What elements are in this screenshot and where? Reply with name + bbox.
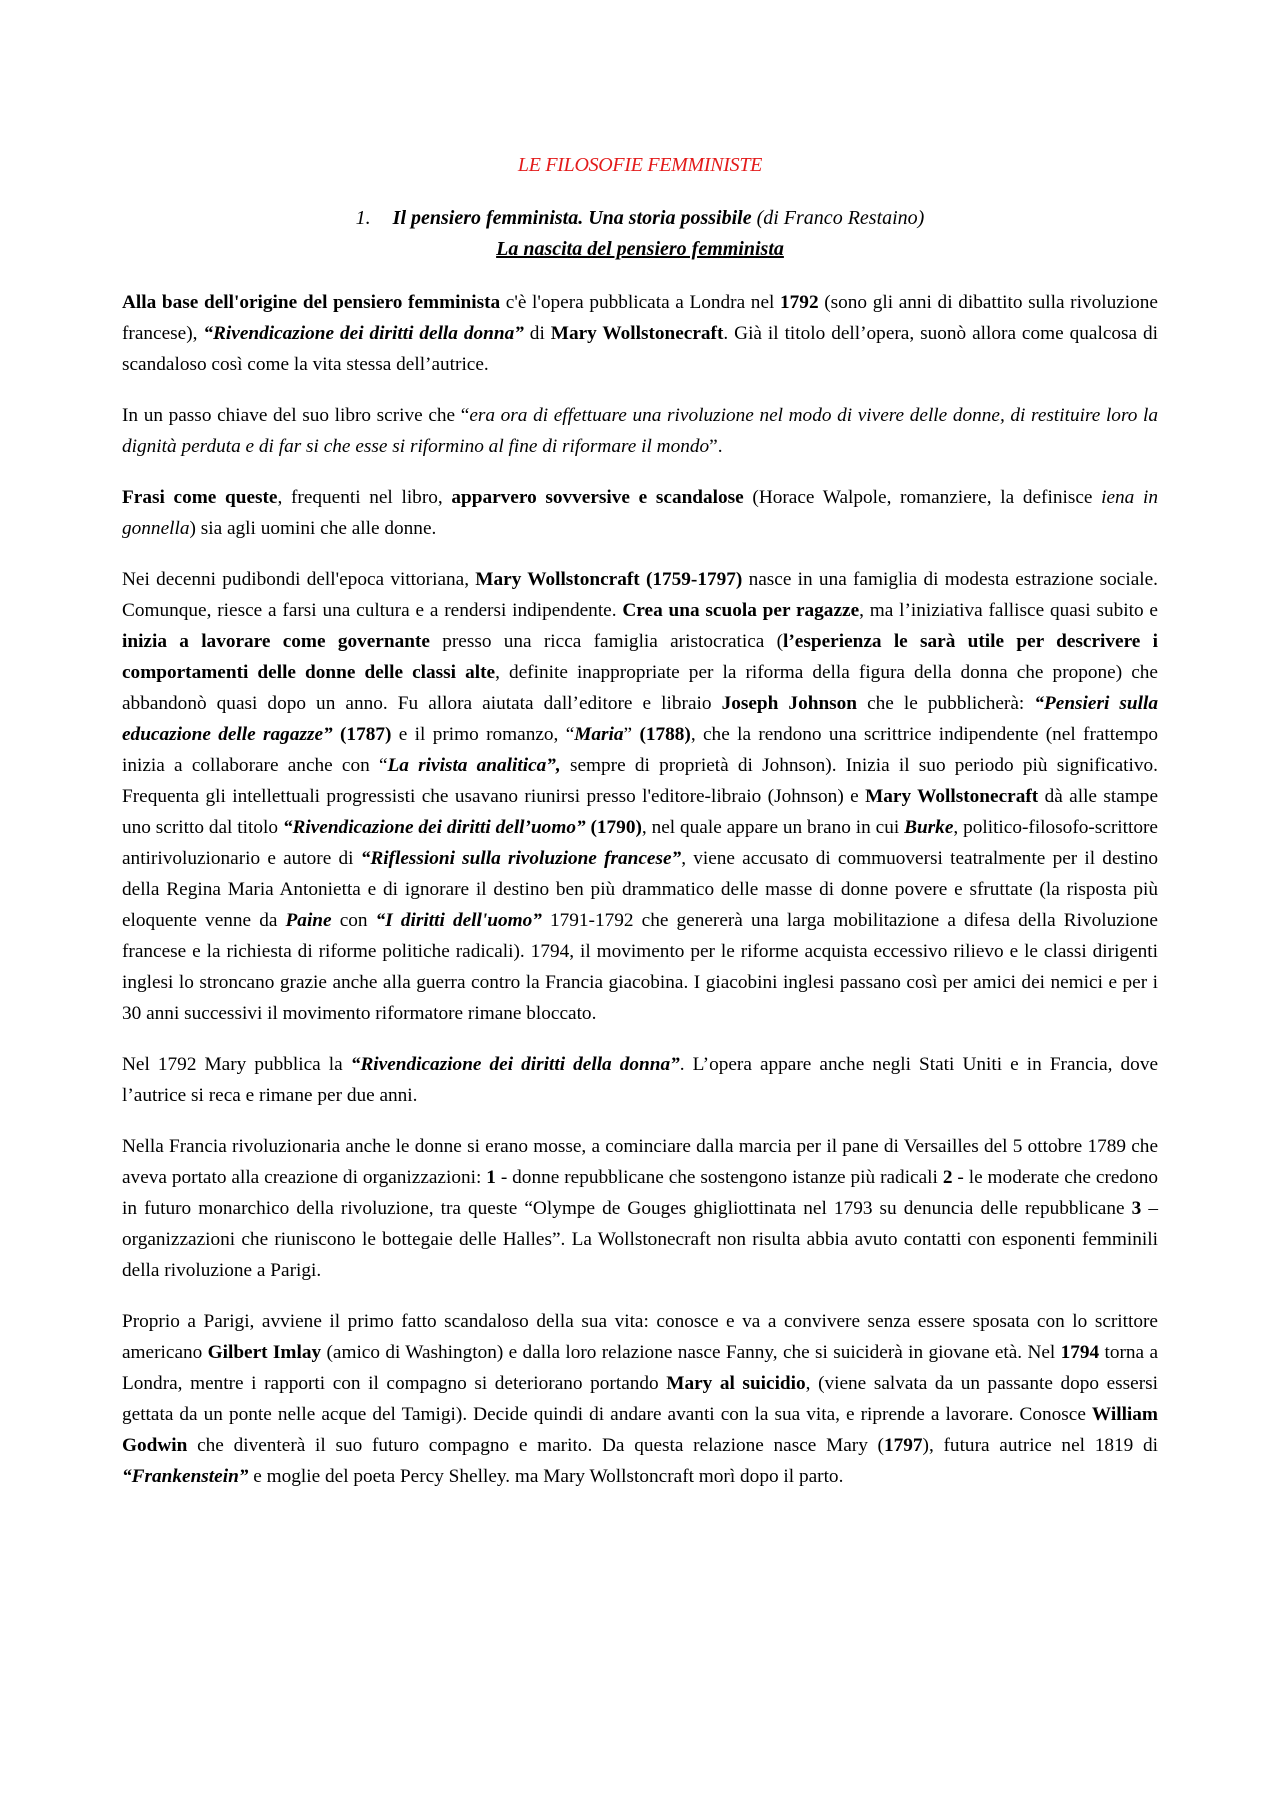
text-span: c'è l'opera pubblicata a Londra nel: [500, 292, 781, 313]
paragraph-6: [122, 1131, 1158, 1286]
text-span: , definite inappropriate per la riforma della figura della donna che propone) che abbandonò quasi dopo un anno. Fu allora aiutata dall’editore e libraio: [122, 662, 1158, 714]
text-span: con: [331, 910, 376, 931]
text-bold-italic: “Rivendicazione dei diritti dell’uomo”: [282, 817, 586, 838]
text-bold-italic: “Pensieri sulla educazione delle ragazze”: [122, 693, 1158, 745]
text-bold: Frasi come queste: [122, 487, 278, 508]
text-bold-italic: “Frankenstein”: [122, 1466, 249, 1487]
text-bold: Alla base dell'origine del pensiero femminista: [122, 292, 501, 313]
text-bold-italic: “I diritti dell'uomo”: [375, 910, 542, 931]
text-bold: 3: [1131, 1198, 1142, 1219]
text-span: 1791-1792 che genererà una larga mobilitazione a difesa della Rivoluzione francese e la richiesta di riforme politiche radicali). 1794, il movimento per le riforme acquista eccessivo rilievo e le classi dirigenti inglesi lo stroncano grazie anche alla guerra contro la Francia giacobina. I giacobini inglesi passano così per amici dei nemici e per i 30 anni successivi il movimento riformatore rimane bloccato.: [122, 910, 1158, 1024]
text-span: ”: [623, 724, 640, 745]
text-span: dà alle stampe uno scritto dal titolo: [122, 786, 1158, 838]
text-bold: (1787): [340, 724, 392, 745]
paragraph-3: [122, 482, 1158, 544]
paragraph-7: [122, 1306, 1158, 1492]
text-span: (sono gli anni di dibattito sulla rivoluzione francese),: [122, 292, 1158, 344]
text-span: (amico di Washington) e dalla loro relazione nasce Fanny, che si suiciderà in giovane età. Nel: [321, 1342, 1061, 1363]
paragraph-5: [122, 1049, 1158, 1111]
text-span: , politico-filosofo-scrittore antirivoluzionario e autore di: [122, 817, 1158, 869]
text-span: [333, 724, 340, 745]
text-span: , (viene salvata da un passante dopo essersi gettata da un ponte nelle acque del Tamigi). Decide quindi di andare avanti con la sua vita, e riprende a lavorare. Conosce: [122, 1373, 1158, 1425]
text-bold: Gilbert Imlay: [207, 1342, 322, 1363]
text-span: Nei decenni pudibondi dell'epoca vittoriana,: [122, 569, 476, 590]
text-bold: 1792: [780, 292, 819, 313]
text-span: e il primo romanzo, “: [391, 724, 575, 745]
text-bold-italic: Maria: [574, 724, 624, 745]
text-span: Nel 1792 Mary pubblica la: [122, 1054, 351, 1075]
paragraph-1: [122, 287, 1158, 380]
text-span: , frequenti nel libro,: [277, 487, 452, 508]
text-span: , viene accusato di commuoversi teatralmente per il destino della Regina Maria Antonietta e di ignorare il destino ben più drammatico delle masse di donne povere e sfruttate (la risposta più eloquente venne da: [122, 848, 1158, 931]
text-span: che le pubblicherà:: [857, 693, 1035, 714]
text-span: , ma l’iniziativa fallisce quasi subito e: [859, 600, 1158, 621]
text-bold: Crea una scuola per ragazze: [622, 600, 860, 621]
text-span: che diventerà il suo futuro compagno e marito. Da questa relazione nasce Mary (: [187, 1435, 884, 1456]
text-span: ”.: [709, 436, 723, 457]
text-bold: (1790): [590, 817, 642, 838]
document-body: [122, 287, 1158, 1512]
text-bold: apparvero sovversive e scandalose: [451, 487, 744, 508]
text-span: , nel quale appare un brano in cui: [641, 817, 905, 838]
paragraph-2: [122, 400, 1158, 462]
text-bold: 1: [486, 1167, 496, 1188]
text-bold: 1794: [1060, 1342, 1100, 1363]
text-bold: Mary Wollstonecraft: [865, 786, 1039, 807]
text-span: presso una ricca famiglia aristocratica (: [429, 631, 784, 652]
text-bold: l’esperienza le sarà utile per descrivere i comportamenti delle donne delle classi alte: [122, 631, 1158, 683]
text-span: di: [523, 323, 551, 344]
text-bold: 1797: [883, 1435, 923, 1456]
text-bold: Mary Wollstoncraft (1759-1797): [475, 569, 743, 590]
text-bold: Joseph Johnson: [721, 693, 858, 714]
text-span: sempre di proprietà di Johnson). Inizia il suo periodo più significativo. Frequenta gli intellettuali progressisti che usavano riunirsi presso l'editore-libraio (Johnson) e: [122, 755, 1158, 807]
text-span: Proprio a Parigi, avviene il primo fatto scandaloso della sua vita: conosce e va a convivere senza essere sposata con lo scrittore americano: [122, 1311, 1158, 1363]
section-author: (di Franco Restaino): [756, 207, 925, 229]
text-bold: (1788): [639, 724, 691, 745]
subtitle: La nascita del pensiero femminista: [496, 238, 784, 260]
text-span: ) sia agli uomini che alle donne.: [189, 518, 437, 539]
text-span: In un passo chiave del suo libro scrive che “: [122, 405, 470, 426]
text-span: ), futura autrice nel 1819 di: [922, 1435, 1158, 1456]
text-bold-italic: Burke: [904, 817, 954, 838]
document-title: LE FILOSOFIE FEMMINISTE: [517, 154, 763, 176]
text-italic: iena in gonnella: [122, 487, 1158, 539]
text-span: (Horace Walpole, romanziere, la definisce: [743, 487, 1102, 508]
text-span: – organizzazioni che riuniscono le bottegaie delle Halles”. La Wollstonecraft non risulta abbia avuto contatti con esponenti femminili della rivoluzione a Parigi.: [122, 1198, 1158, 1281]
text-italic: era ora di effettuare una rivoluzione nel modo di vivere delle donne, di restituire loro la dignità perduta e di far si che esse si riformino al fine di riformare il mondo: [122, 405, 1158, 457]
text-bold-italic: “Rivendicazione dei diritti della donna”: [350, 1054, 680, 1075]
text-bold: Mary Wollstonecraft: [550, 323, 724, 344]
text-span: , che la rendono una scrittrice indipendente (nel frattempo inizia a collaborare anche con “: [122, 724, 1158, 776]
text-bold-italic: “Rivendicazione dei diritti della donna”: [203, 323, 524, 344]
text-span: torna a Londra, mentre i rapporti con il compagno si deteriorano portando: [122, 1342, 1158, 1394]
paragraph-4: [122, 564, 1158, 1029]
text-bold: William Godwin: [122, 1404, 1158, 1456]
text-span: - le moderate che credono in futuro monarchico della rivoluzione, tra queste “Olympe de Gouges ghigliottinata nel 1793 su denuncia delle repubblicane: [122, 1167, 1158, 1219]
text-span: Nella Francia rivoluzionaria anche le donne si erano mosse, a cominciare dalla marcia per il pane di Versailles del 5 ottobre 1789 che aveva portato alla creazione di organizzazioni:: [122, 1136, 1158, 1188]
text-span: e moglie del poeta Percy Shelley. ma Mary Wollstoncraft morì dopo il parto.: [248, 1466, 844, 1487]
text-bold: inizia a lavorare come governante: [122, 631, 430, 652]
section-heading: [122, 207, 1158, 230]
section-title: Il pensiero femminista. Una storia possibile: [392, 207, 752, 229]
text-span: nasce in una famiglia di modesta estrazione sociale. Comunque, riesce a farsi una cultura e a rendersi indipendente.: [122, 569, 1158, 621]
text-bold-italic: “Riflessioni sulla rivoluzione francese”: [360, 848, 682, 869]
section-number: 1.: [355, 207, 371, 229]
text-span: . Già il titolo dell’opera, suonò allora come qualcosa di scandaloso così come la vita stessa dell’autrice.: [122, 323, 1159, 375]
text-span: . L’opera appare anche negli Stati Uniti e in Francia, dove l’autrice si reca e rimane per due anni.: [122, 1054, 1159, 1106]
text-bold-italic: Paine: [285, 910, 332, 931]
text-bold: 2: [942, 1167, 953, 1188]
text-bold-italic: La rivista analitica”,: [387, 755, 561, 776]
text-bold: Mary al suicidio: [666, 1373, 806, 1394]
text-span: - donne repubblicane che sostengono istanze più radicali: [495, 1167, 943, 1188]
